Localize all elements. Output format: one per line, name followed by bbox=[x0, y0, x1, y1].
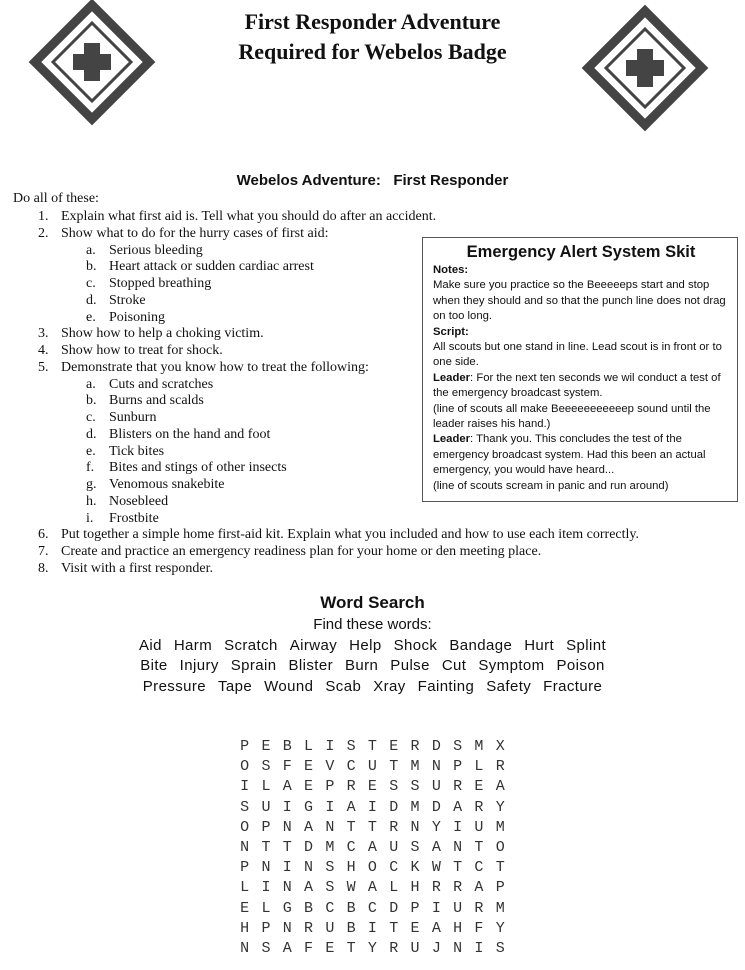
grid-letter[interactable]: B bbox=[282, 738, 292, 755]
grid-letter[interactable]: C bbox=[389, 859, 399, 877]
grid-letter[interactable]: P bbox=[410, 899, 420, 917]
grid-row bbox=[234, 858, 511, 878]
search-word: Help bbox=[349, 637, 382, 654]
grid-letter[interactable]: N bbox=[431, 758, 441, 776]
grid-letter[interactable]: N bbox=[453, 838, 463, 856]
grid-letter[interactable]: A bbox=[453, 798, 463, 816]
item-number: 3. bbox=[38, 326, 49, 342]
grid-letter[interactable]: T bbox=[453, 859, 463, 877]
grid-letter[interactable]: P bbox=[325, 778, 335, 796]
sub-item-letter: h. bbox=[86, 493, 97, 509]
grid-letter[interactable]: G bbox=[304, 798, 314, 816]
search-word: Pressure bbox=[142, 678, 206, 695]
search-word: Safety bbox=[486, 678, 532, 695]
grid-letter[interactable]: I bbox=[282, 798, 292, 816]
search-word: Xray bbox=[373, 678, 406, 695]
grid-letter[interactable]: N bbox=[325, 818, 335, 836]
page-title: First Responder Adventure bbox=[244, 9, 501, 34]
grid-letter[interactable]: E bbox=[325, 939, 335, 957]
grid-letter[interactable]: T bbox=[261, 838, 271, 856]
grid-letter[interactable]: R bbox=[453, 879, 463, 897]
grid-letter[interactable]: A bbox=[474, 879, 484, 897]
sub-item-text: Blisters on the hand and foot bbox=[109, 426, 271, 442]
grid-row bbox=[234, 878, 511, 898]
grid-letter[interactable]: D bbox=[304, 838, 314, 856]
item-number: 2. bbox=[38, 225, 49, 241]
grid-letter[interactable]: R bbox=[389, 939, 399, 957]
sub-item-letter: g. bbox=[86, 477, 97, 492]
grid-letter[interactable]: N bbox=[282, 818, 292, 836]
grid-letter[interactable]: N bbox=[282, 879, 292, 897]
grid-letter[interactable]: E bbox=[304, 778, 314, 796]
grid-letter[interactable]: A bbox=[304, 879, 314, 897]
sub-item-text: Poisoning bbox=[109, 309, 166, 325]
item-text: Put together a simple home first-aid kit. Explain what you included and how to use each item correctly. bbox=[61, 527, 639, 543]
grid-letter[interactable]: K bbox=[410, 859, 420, 877]
grid-letter[interactable]: M bbox=[495, 899, 505, 917]
grid-letter[interactable]: H bbox=[346, 859, 356, 877]
item-text: Show how to treat for shock. bbox=[61, 343, 223, 358]
grid-letter[interactable]: P bbox=[240, 859, 250, 877]
grid-letter[interactable]: F bbox=[282, 758, 292, 776]
grid-letter[interactable]: L bbox=[240, 879, 250, 897]
item-number: 8. bbox=[38, 560, 49, 576]
grid-letter[interactable]: U bbox=[474, 818, 484, 836]
grid-letter[interactable]: U bbox=[431, 778, 441, 796]
grid-letter[interactable]: R bbox=[474, 899, 484, 917]
item-number: 5. bbox=[38, 359, 49, 375]
grid-letter[interactable]: A bbox=[495, 778, 505, 796]
grid-letter[interactable]: E bbox=[304, 758, 314, 776]
item-text: Explain what first aid is. Tell what you should do after an accident. bbox=[61, 209, 437, 224]
grid-letter[interactable]: A bbox=[282, 778, 292, 796]
sub-item-letter: d. bbox=[86, 426, 97, 442]
grid-letter[interactable]: N bbox=[240, 838, 250, 856]
sub-item-text: Tick bites bbox=[109, 443, 165, 459]
grid-letter[interactable]: J bbox=[431, 939, 441, 957]
grid-letter[interactable]: S bbox=[325, 859, 335, 877]
search-word: Tape bbox=[218, 678, 253, 695]
sub-item-text: Sunburn bbox=[109, 410, 157, 425]
search-word: Splint bbox=[566, 637, 607, 654]
search-word: Cut bbox=[441, 657, 467, 674]
grid-letter[interactable]: R bbox=[304, 919, 314, 937]
grid-letter[interactable]: A bbox=[367, 879, 377, 897]
search-word: Symptom bbox=[478, 657, 545, 674]
grid-letter[interactable]: T bbox=[389, 919, 399, 937]
grid-letter[interactable]: N bbox=[240, 939, 250, 957]
grid-letter[interactable]: R bbox=[495, 758, 505, 776]
grid-letter[interactable]: T bbox=[282, 838, 292, 856]
grid-row bbox=[234, 757, 511, 777]
grid-letter[interactable]: S bbox=[346, 738, 356, 755]
item-text: Show how to help a choking victim. bbox=[61, 326, 264, 342]
grid-letter[interactable]: I bbox=[453, 818, 463, 836]
search-word: Blister bbox=[288, 657, 333, 674]
sub-item-text: Frostbite bbox=[109, 510, 159, 526]
grid-letter[interactable]: N bbox=[410, 818, 420, 836]
grid-row bbox=[234, 939, 511, 959]
item-text: Demonstrate that you know how to treat the following: bbox=[61, 359, 369, 375]
intro-text: Do all of these: bbox=[13, 191, 99, 206]
grid-letter[interactable]: P bbox=[261, 919, 271, 937]
grid-letter[interactable]: Y bbox=[431, 818, 441, 836]
grid-letter[interactable]: T bbox=[389, 758, 399, 776]
search-word: Bandage bbox=[449, 637, 513, 654]
grid-letter[interactable]: G bbox=[282, 899, 292, 917]
grid-letter[interactable]: M bbox=[410, 798, 420, 816]
grid-letter[interactable]: S bbox=[261, 758, 271, 776]
notes-text: Make sure you practice so the Beeeeeps start and stop when they should and so that the punch line does not drag on too long. bbox=[433, 279, 726, 323]
grid-letter[interactable]: N bbox=[261, 859, 271, 877]
grid-letter[interactable]: I bbox=[474, 939, 484, 957]
grid-letter[interactable]: C bbox=[325, 899, 335, 917]
grid-letter[interactable]: D bbox=[431, 738, 441, 755]
grid-letter[interactable]: R bbox=[431, 879, 441, 897]
grid-letter[interactable]: A bbox=[346, 798, 356, 816]
grid-letter[interactable]: E bbox=[410, 919, 420, 937]
grid-row bbox=[234, 838, 511, 858]
grid-letter[interactable]: S bbox=[495, 939, 505, 957]
search-word: Harm bbox=[173, 637, 213, 654]
grid-letter[interactable]: I bbox=[431, 899, 441, 917]
grid-letter[interactable]: S bbox=[325, 879, 335, 897]
grid-letter[interactable]: L bbox=[389, 879, 399, 897]
grid-letter[interactable]: U bbox=[410, 939, 420, 957]
search-word: Hurt bbox=[524, 637, 555, 654]
grid-letter[interactable]: I bbox=[325, 738, 335, 755]
sub-item-text: Stopped breathing bbox=[109, 276, 212, 291]
grid-letter[interactable]: H bbox=[410, 879, 420, 897]
leader-label: Leader bbox=[433, 371, 471, 384]
grid-letter[interactable]: D bbox=[431, 798, 441, 816]
search-word: Poison bbox=[556, 657, 605, 674]
grid-letter[interactable]: A bbox=[367, 838, 377, 856]
grid-letter[interactable]: I bbox=[367, 798, 377, 816]
item-text: Visit with a first responder. bbox=[61, 560, 213, 576]
letter-grid bbox=[234, 737, 511, 959]
grid-letter[interactable]: C bbox=[346, 758, 356, 776]
grid-letter[interactable]: O bbox=[495, 838, 505, 856]
grid-letter[interactable]: H bbox=[453, 919, 463, 937]
grid-letter[interactable]: I bbox=[282, 859, 292, 877]
grid-letter[interactable]: S bbox=[410, 838, 420, 856]
grid-letter[interactable]: U bbox=[325, 919, 335, 937]
grid-letter[interactable]: S bbox=[240, 798, 250, 816]
word-row bbox=[0, 657, 745, 674]
grid-letter[interactable]: I bbox=[367, 919, 377, 937]
grid-letter[interactable]: S bbox=[453, 738, 463, 755]
grid-letter[interactable]: I bbox=[240, 778, 250, 796]
grid-letter[interactable]: M bbox=[474, 738, 484, 755]
search-word: Fracture bbox=[543, 678, 603, 695]
leader-line-2: : Thank you. This concludes the test of the emergency broadcast system. Had this been an actual emergency, you would have heard... bbox=[433, 433, 706, 477]
search-word: Burn bbox=[345, 657, 379, 674]
grid-letter[interactable]: L bbox=[261, 899, 271, 917]
script-label: Script: bbox=[433, 325, 469, 338]
grid-letter[interactable]: O bbox=[240, 758, 250, 776]
grid-letter[interactable]: M bbox=[410, 758, 420, 776]
search-word: Injury bbox=[179, 657, 219, 674]
grid-letter[interactable]: Y bbox=[495, 798, 505, 816]
sub-item-letter: c. bbox=[86, 276, 96, 291]
grid-letter[interactable]: F bbox=[304, 939, 314, 957]
grid-row bbox=[234, 818, 511, 838]
grid-letter[interactable]: D bbox=[389, 899, 399, 917]
sub-item-letter: b. bbox=[86, 393, 97, 409]
grid-letter[interactable]: T bbox=[367, 738, 377, 755]
grid-letter[interactable]: T bbox=[346, 939, 356, 957]
skit-title: Emergency Alert System Skit bbox=[466, 243, 696, 261]
grid-letter[interactable]: L bbox=[304, 738, 314, 755]
grid-letter[interactable]: E bbox=[367, 778, 377, 796]
item-number: 1. bbox=[38, 209, 49, 224]
grid-letter[interactable]: X bbox=[495, 738, 505, 755]
grid-row bbox=[234, 737, 511, 757]
grid-letter[interactable]: U bbox=[453, 899, 463, 917]
sub-item-text: Stroke bbox=[109, 292, 146, 308]
grid-row bbox=[234, 899, 511, 919]
grid-letter[interactable]: B bbox=[346, 899, 356, 917]
sub-item-letter: e. bbox=[86, 309, 96, 325]
sub-item-letter: e. bbox=[86, 443, 96, 459]
grid-letter[interactable]: I bbox=[325, 798, 335, 816]
grid-row bbox=[234, 798, 511, 818]
sub-item-text: Venomous snakebite bbox=[109, 477, 225, 492]
search-word: Aid bbox=[138, 637, 162, 654]
word-search-subtitle: Find these words: bbox=[313, 616, 432, 633]
grid-letter[interactable]: N bbox=[453, 939, 463, 957]
word-search-title: Word Search bbox=[320, 593, 425, 612]
grid-letter[interactable]: P bbox=[453, 758, 463, 776]
search-word: Shock bbox=[393, 637, 438, 654]
action-line-2: (line of scouts scream in panic and run around) bbox=[433, 479, 669, 492]
item-number: 7. bbox=[38, 544, 49, 559]
word-row bbox=[0, 678, 745, 695]
grid-letter[interactable]: C bbox=[346, 838, 356, 856]
leader-line-1: : For the next ten seconds we wil conduct a test of the emergency broadcast system. bbox=[433, 371, 721, 400]
grid-letter[interactable]: A bbox=[282, 939, 292, 957]
page-subtitle: Required for Webelos Badge bbox=[238, 39, 507, 64]
grid-letter[interactable]: Y bbox=[367, 939, 377, 957]
grid-letter[interactable]: E bbox=[261, 738, 271, 755]
grid-letter[interactable]: I bbox=[261, 879, 271, 897]
grid-letter[interactable]: U bbox=[261, 798, 271, 816]
item-number: 6. bbox=[38, 527, 49, 543]
grid-letter[interactable]: D bbox=[389, 798, 399, 816]
grid-letter[interactable]: A bbox=[304, 818, 314, 836]
grid-letter[interactable]: P bbox=[240, 738, 250, 755]
search-word: Bite bbox=[140, 657, 168, 674]
sub-item-letter: d. bbox=[86, 292, 97, 308]
grid-letter[interactable]: R bbox=[410, 738, 420, 755]
grid-letter[interactable]: S bbox=[410, 778, 420, 796]
grid-letter[interactable]: R bbox=[453, 778, 463, 796]
grid-letter[interactable]: M bbox=[325, 838, 335, 856]
notes-label: Notes: bbox=[433, 264, 469, 276]
search-word: Airway bbox=[289, 637, 338, 654]
sub-item-text: Serious bleeding bbox=[109, 242, 203, 258]
grid-letter[interactable]: C bbox=[367, 899, 377, 917]
grid-letter[interactable]: R bbox=[474, 798, 484, 816]
action-line-1: (line of scouts all make Beeeeeeeeeeep sound until the leader raises his hand.) bbox=[433, 402, 711, 431]
sub-item-letter: i. bbox=[86, 510, 94, 526]
grid-letter[interactable]: O bbox=[367, 859, 377, 877]
sub-item-text: Burns and scalds bbox=[109, 393, 204, 409]
search-word: Scab bbox=[325, 678, 362, 695]
grid-letter[interactable]: W bbox=[431, 859, 441, 877]
search-word: Wound bbox=[264, 678, 314, 695]
grid-letter[interactable]: H bbox=[240, 919, 250, 937]
grid-letter[interactable]: T bbox=[367, 818, 377, 836]
skit-box bbox=[422, 237, 738, 502]
grid-letter[interactable]: P bbox=[495, 879, 505, 897]
grid-letter[interactable]: T bbox=[495, 859, 505, 877]
search-word: Sprain bbox=[230, 657, 277, 674]
grid-letter[interactable]: T bbox=[346, 818, 356, 836]
search-word: Fainting bbox=[417, 678, 475, 695]
grid-letter[interactable]: L bbox=[474, 758, 484, 776]
grid-letter[interactable]: N bbox=[304, 859, 314, 877]
grid-letter[interactable]: L bbox=[261, 778, 271, 796]
sub-item-text: Bites and stings of other insects bbox=[109, 460, 287, 476]
search-word: Scratch bbox=[224, 637, 278, 654]
grid-letter[interactable]: F bbox=[474, 919, 484, 937]
grid-letter[interactable]: C bbox=[474, 859, 484, 877]
grid-letter[interactable]: B bbox=[346, 919, 356, 937]
grid-letter[interactable]: V bbox=[325, 758, 335, 776]
grid-letter[interactable]: U bbox=[389, 838, 399, 856]
grid-letter[interactable]: S bbox=[261, 939, 271, 957]
grid-letter[interactable]: O bbox=[240, 818, 250, 836]
grid-letter[interactable]: E bbox=[474, 778, 484, 796]
sub-item-letter: c. bbox=[86, 410, 96, 425]
grid-letter[interactable]: M bbox=[495, 818, 505, 836]
grid-letter[interactable]: Y bbox=[495, 919, 505, 937]
grid-letter[interactable]: U bbox=[367, 758, 377, 776]
grid-letter[interactable]: N bbox=[282, 919, 292, 937]
grid-letter[interactable]: E bbox=[240, 899, 250, 917]
section-heading: Webelos Adventure: First Responder bbox=[236, 172, 509, 189]
sub-item-letter: b. bbox=[86, 259, 97, 275]
item-text: Show what to do for the hurry cases of first aid: bbox=[61, 225, 329, 241]
grid-letter[interactable]: T bbox=[474, 838, 484, 856]
script-text: All scouts but one stand in line. Lead scout is in front or to one side. bbox=[433, 341, 722, 369]
leader-label: Leader bbox=[433, 433, 471, 446]
grid-letter[interactable]: R bbox=[346, 778, 356, 796]
search-word: Pulse bbox=[390, 657, 430, 674]
sub-item-text: Nosebleed bbox=[109, 493, 169, 509]
grid-letter[interactable]: W bbox=[346, 879, 356, 897]
grid-letter[interactable]: P bbox=[261, 818, 271, 836]
grid-letter[interactable]: A bbox=[431, 838, 441, 856]
grid-letter[interactable]: R bbox=[389, 818, 399, 836]
sub-item-text: Heart attack or sudden cardiac arrest bbox=[109, 259, 314, 275]
grid-letter[interactable]: E bbox=[389, 738, 399, 755]
grid-row bbox=[234, 919, 511, 939]
sub-item-letter: f. bbox=[86, 460, 95, 476]
sub-item-text: Cuts and scratches bbox=[109, 376, 214, 392]
grid-letter[interactable]: S bbox=[389, 778, 399, 796]
sub-item-letter: a. bbox=[86, 242, 96, 258]
grid-letter[interactable]: A bbox=[431, 919, 441, 937]
word-row bbox=[0, 637, 745, 654]
grid-letter[interactable]: B bbox=[304, 899, 314, 917]
item-text: Create and practice an emergency readiness plan for your home or den meeting place. bbox=[61, 544, 542, 559]
grid-row bbox=[234, 777, 511, 797]
sub-item-letter: a. bbox=[86, 376, 96, 392]
item-number: 4. bbox=[38, 343, 49, 358]
